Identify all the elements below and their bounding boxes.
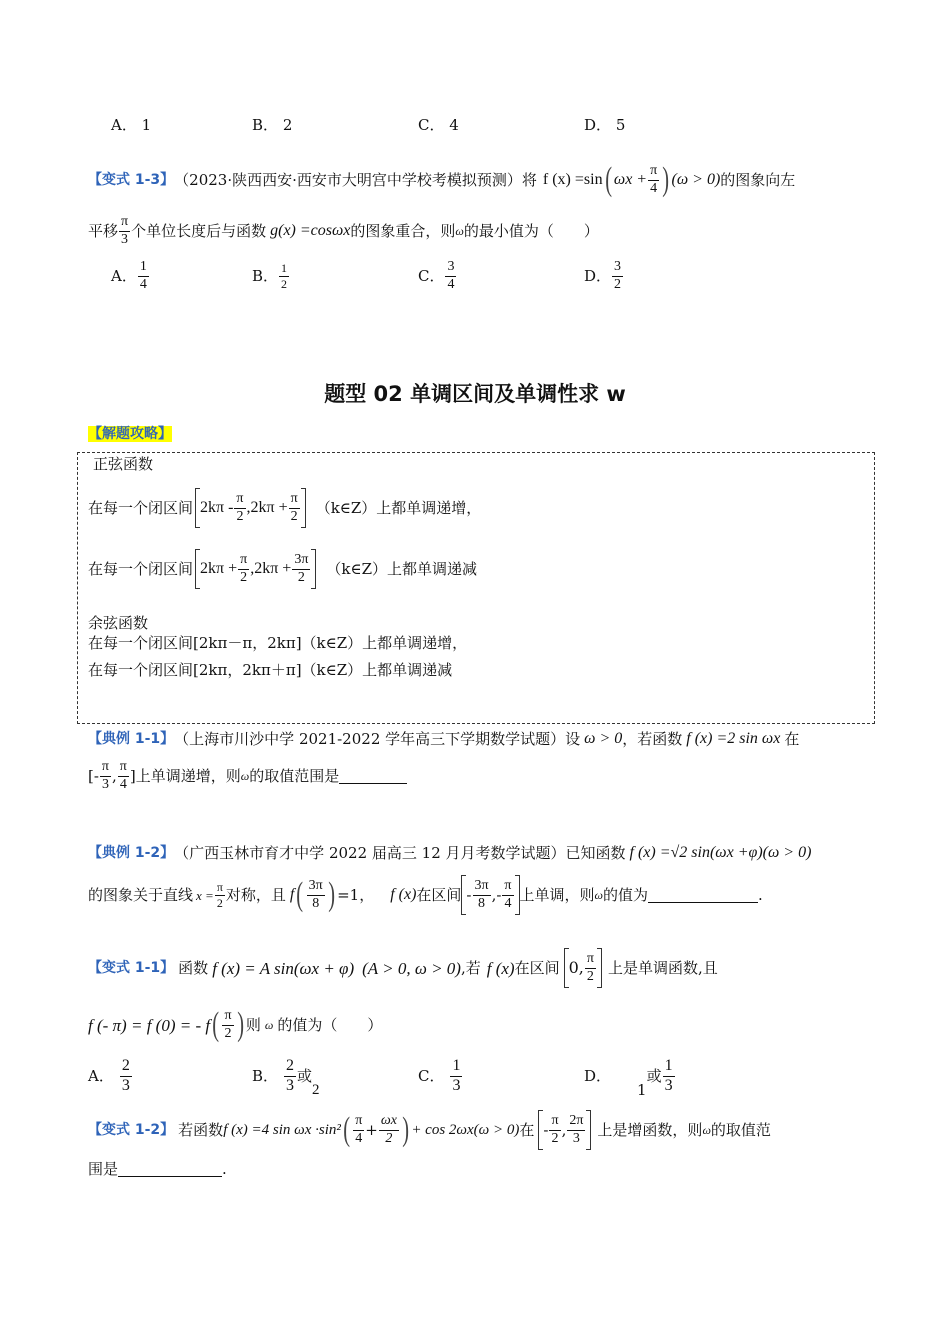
d11-line2: [- $\frac{\pi}{3}$ , $\frac{\pi}{4}$ ] 上单调递增，则 ω 的取值范围是 bbox=[88, 756, 407, 796]
box-cos-dec: 在每一个闭区间[2kπ，2kπ＋π]（k∈Z）上都单调递减 bbox=[88, 661, 453, 679]
v12-answer-blank[interactable] bbox=[118, 1162, 222, 1177]
v13-source: （2023·陕西西安·西安市大明宫中学校考模拟预测）将 bbox=[174, 170, 537, 189]
v13-line1: 【变式 1-3】 （2023·陕西西安·西安市大明宫中学校考模拟预测）将 f (x) =sin ( ωx + $\frac{\pi}{4}$ ) (ω > 0) 的图象向左 bbox=[88, 161, 796, 198]
box-sine-dec: 在每一个闭区间 2kπ + $\frac{\pi}{2}$ ,2kπ + $\frac{3\pi}{2}$ （k∈Z）上都单调递减 bbox=[88, 547, 477, 591]
d12-answer-blank[interactable] bbox=[648, 888, 758, 903]
d11-line1: 【典例 1-1】 （上海市川沙中学 2021-2022 学年高三下学期数学试题）设 ω > 0 ，若函数 f (x) =2 sin ωx 在 bbox=[88, 729, 800, 748]
v11-option-a: A． $\frac{2}{3}$ bbox=[88, 1056, 130, 1094]
v13-tag: 【变式 1-3】 bbox=[88, 172, 175, 188]
v11-option-c: C． $\frac{1}{3}$ bbox=[418, 1056, 461, 1094]
d11-answer-blank[interactable] bbox=[339, 769, 407, 784]
prev-option-b: B． 2 bbox=[252, 116, 293, 134]
box-sine-inc: 在每一个闭区间 2kπ - $\frac{\pi}{2}$ ,2kπ + $\frac{\pi}{2}$ （k∈Z）上都单调递增， bbox=[88, 486, 481, 530]
box-cos-inc: 在每一个闭区间[2kπ－π，2kπ]（k∈Z）上都单调递增， bbox=[88, 634, 468, 652]
v13-option-c: C． $\frac{3}{4}$ bbox=[418, 258, 455, 292]
v11-option-b: B． $\frac{2}{3}$ 或 2 bbox=[252, 1056, 320, 1098]
strategy-label: 【解题攻略】 bbox=[88, 426, 172, 442]
v13-pi-over-3: $\frac{\pi}{3}$ bbox=[121, 213, 129, 247]
d12-line2: 的图象关于直线 x = $\frac{\pi}{2}$ 对称，且 f ( $\frac{3\pi}{8}$ ) =1， f (x) 在区间 - $\frac{3\pi}{8}$ ,- $\frac{\pi}{4}$ 上单调，则 ω 的值为 . bbox=[88, 876, 763, 913]
box-sine-head: 正弦函数 bbox=[93, 455, 154, 473]
v13-pi-over-4: $\frac{\pi}{4}$ bbox=[650, 162, 658, 196]
v13-option-a: A． $\frac{1}{4}$ bbox=[111, 258, 147, 292]
v11-line2: f (- π) = f (0) = - f ( $\frac{\pi}{2}$ ) 则 ω 的值为（ ） bbox=[88, 1006, 383, 1043]
v12-line1: 【变式 1-2】 若函数 f (x) =4 sin ωx ·sin² ( $\frac{\pi}{4}$ + $\frac{\omega x}{2}$ ) + cos 2ωx(ω > 0) 在 - $\frac{\pi}{2}$ , $\frac{2\pi}{3}$ 上是增函数，则 ω 的取值范 bbox=[88, 1111, 771, 1148]
v11-option-d: D． 1 或 $\frac{1}{3}$ bbox=[584, 1056, 673, 1099]
box-cos-head: 余弦函数 bbox=[88, 614, 149, 632]
v13-option-d: D． $\frac{3}{2}$ bbox=[584, 258, 622, 292]
section-title: 题型 02 单调区间及单调性求 w bbox=[324, 382, 626, 406]
v11-line1: 【变式 1-1】 函数 f (x) = A sin(ωx + φ) (A > 0, ω > 0) ,若 f (x) 在区间 0, $\frac{\pi}{2}$ 上是单调函数,且 bbox=[88, 946, 718, 990]
v13-line2: 平移 $\frac{\pi}{3}$ 个单位长度后与函数 g(x) =cosωx 的图象重合，则 ω 的最小值为（ ） bbox=[88, 213, 599, 247]
v13-func: f (x) =sin bbox=[542, 171, 603, 188]
prev-option-d: D． 5 bbox=[584, 116, 626, 134]
v13-option-b: B． $\frac{1}{2}$ bbox=[252, 260, 288, 291]
prev-option-a: A． 1 bbox=[111, 116, 152, 134]
prev-option-c: C． 4 bbox=[418, 116, 459, 134]
v12-line2: 围是 . bbox=[88, 1159, 227, 1178]
d12-line1: 【典例 1-2】 （广西玉林市育才中学 2022 届高三 12 月月考数学试题）已知函数 f (x) =√2 sin(ωx +φ)(ω > 0) bbox=[88, 843, 812, 862]
